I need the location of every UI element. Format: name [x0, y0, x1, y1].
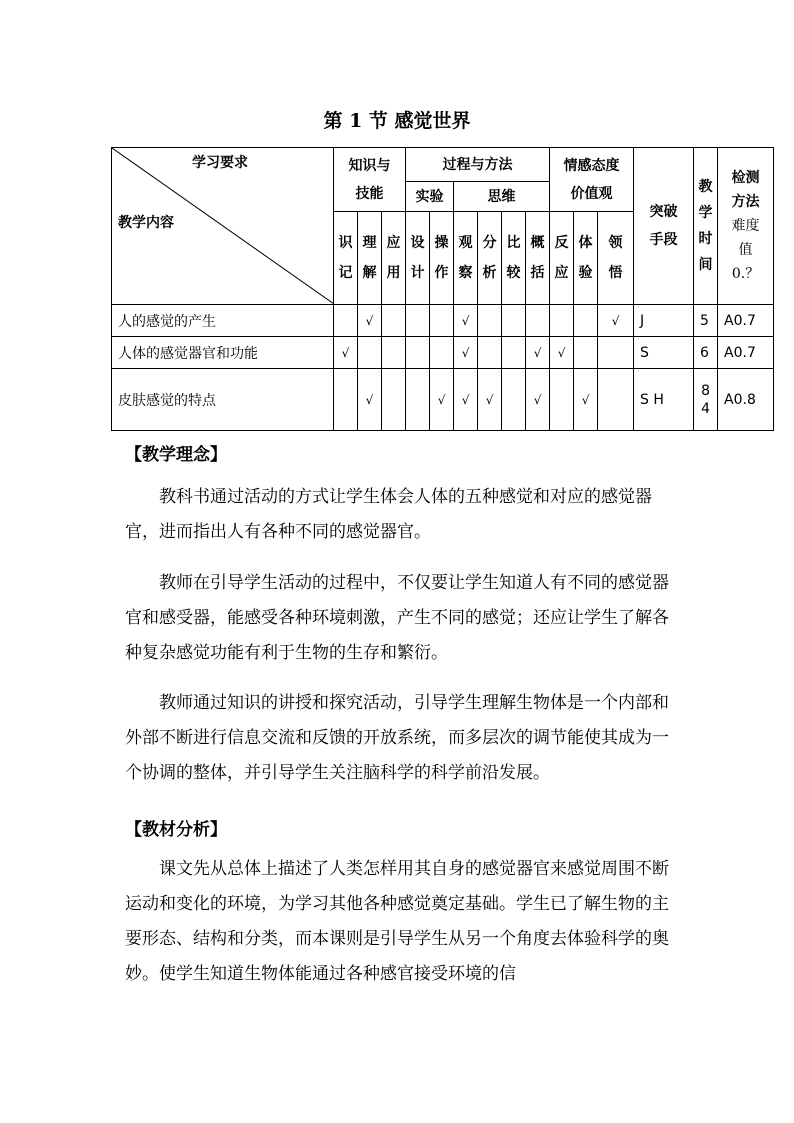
paragraph: 课文先从总体上描述了人类怎样用其自身的感觉器官来感觉周围不断运动和变化的环境，为学习其他各种感觉奠定基础。学生已了解生物的主要形态、结构和分类，而本课则是引导学生从另一个角度去体验科学的奥妙。使学生知道生物体能通过各种感官接受环境的信: [125, 859, 669, 984]
row-name: 皮肤感觉的特点: [112, 369, 334, 431]
check-cell: [358, 337, 382, 369]
check-cell: [406, 337, 430, 369]
leaf-header: 操 作: [430, 212, 454, 305]
check-cell: √: [454, 369, 478, 431]
check-cell: [574, 337, 598, 369]
section-heading-textbook-analysis: 【教材分析】: [125, 820, 227, 840]
test-cell: A0.8: [718, 369, 774, 431]
header-emotion: 情感态度 价值观: [550, 148, 634, 212]
table-row: [112, 305, 774, 337]
check-cell: [382, 305, 406, 337]
check-cell: [598, 369, 634, 431]
time-cell: 5: [694, 305, 718, 337]
check-cell: √: [598, 305, 634, 337]
check-cell: [406, 305, 430, 337]
header-knowledge: 知识与 技能: [334, 148, 406, 212]
header-breakthrough: 突破 手段: [634, 148, 694, 305]
leaf-header: 反 应: [550, 212, 574, 305]
leaf-header: 识 记: [334, 212, 358, 305]
check-cell: [550, 369, 574, 431]
corner-label-requirements: 学习要求: [192, 155, 248, 171]
check-cell: [430, 337, 454, 369]
means-cell: S: [634, 337, 694, 369]
row-name: 人的感觉的产生: [112, 305, 334, 337]
means-cell: S H: [634, 369, 694, 431]
leaf-header: 理 解: [358, 212, 382, 305]
leaf-header: 体 验: [574, 212, 598, 305]
check-cell: √: [454, 337, 478, 369]
leaf-header: 观 察: [454, 212, 478, 305]
section-heading-teaching-philosophy: 【教学理念】: [125, 445, 227, 465]
test-cell: A0.7: [718, 305, 774, 337]
time-cell: 6: [694, 337, 718, 369]
paragraph: 教科书通过活动的方式让学生体会人体的五种感觉和对应的感觉器官，进而指出人有各种不同的感觉器官。: [125, 487, 652, 542]
page-title: 第 1 节 感觉世界: [323, 110, 471, 132]
means-cell: J: [634, 305, 694, 337]
check-cell: √: [430, 369, 454, 431]
check-cell: √: [358, 305, 382, 337]
check-cell: [502, 337, 526, 369]
header-time: 教 学 时 间: [694, 148, 718, 305]
leaf-header: 概 括: [526, 212, 550, 305]
check-cell: √: [478, 369, 502, 431]
check-cell: √: [358, 369, 382, 431]
check-cell: √: [526, 369, 550, 431]
header-corner: [112, 148, 334, 305]
table-row: [112, 337, 774, 369]
time-cell: 8 4: [694, 369, 718, 431]
check-cell: [502, 369, 526, 431]
header-thinking: 思维: [454, 182, 550, 212]
paragraph: 教师在引导学生活动的过程中，不仅要让学生知道人有不同的感觉器官和感受器，能感受各种环境刺激，产生不同的感觉；还应让学生了解各种复杂感觉功能有利于生物的生存和繁衍。: [125, 573, 669, 663]
check-cell: [382, 369, 406, 431]
check-cell: [526, 305, 550, 337]
paragraph: 教师通过知识的讲授和探究活动，引导学生理解生物体是一个内部和外部不断进行信息交流和反馈的开放系统，而多层次的调节能使其成为一个协调的整体，并引导学生关注脑科学的科学前沿发展。: [125, 693, 669, 783]
check-cell: √: [574, 369, 598, 431]
table-row: [112, 369, 774, 431]
check-cell: √: [526, 337, 550, 369]
test-cell: A0.7: [718, 337, 774, 369]
check-cell: √: [550, 337, 574, 369]
check-cell: [598, 337, 634, 369]
check-cell: [430, 305, 454, 337]
lesson-plan-table: [111, 147, 774, 431]
check-cell: [334, 369, 358, 431]
check-cell: √: [334, 337, 358, 369]
check-cell: [334, 305, 358, 337]
check-cell: [502, 305, 526, 337]
check-cell: [550, 305, 574, 337]
leaf-header: 领 悟: [598, 212, 634, 305]
leaf-header: 比 较: [502, 212, 526, 305]
check-cell: [478, 337, 502, 369]
check-cell: [574, 305, 598, 337]
header-experiment: 实验: [406, 182, 454, 212]
header-process: 过程与方法: [406, 148, 550, 182]
leaf-header: 分 析: [478, 212, 502, 305]
header-test: 检测 方法 难度 值 0.？: [718, 148, 774, 305]
corner-label-content: 教学内容: [118, 215, 174, 231]
check-cell: √: [454, 305, 478, 337]
leaf-header: 应 用: [382, 212, 406, 305]
check-cell: [478, 305, 502, 337]
leaf-header: 设 计: [406, 212, 430, 305]
row-name: 人体的感觉器官和功能: [112, 337, 334, 369]
check-cell: [382, 337, 406, 369]
check-cell: [406, 369, 430, 431]
